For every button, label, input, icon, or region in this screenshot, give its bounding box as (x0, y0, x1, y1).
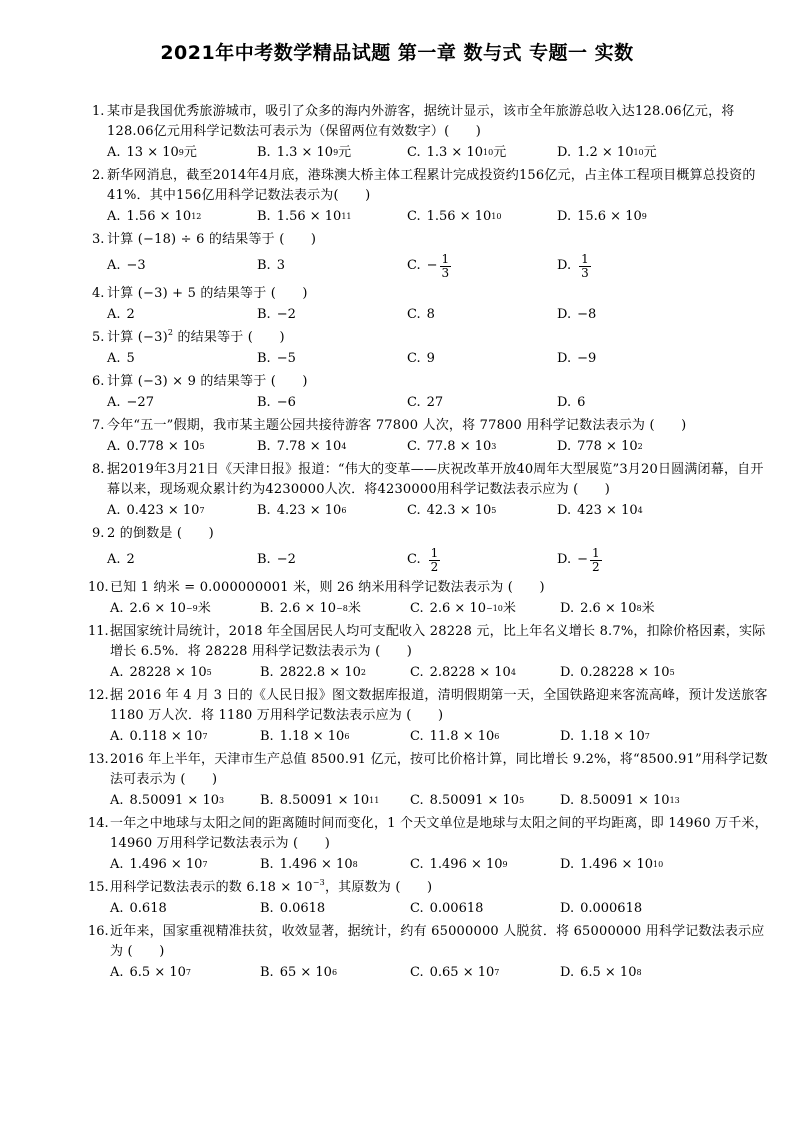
stem-exponent: −3 (312, 878, 325, 887)
stem-text: 已知 1 纳米 = 0.000000001 米，则 26 纳米用科学记数法表示为 ( ) (110, 580, 545, 595)
question-item (92, 230, 772, 281)
option-label: B. (257, 258, 271, 273)
option-label: D. (557, 351, 572, 366)
option-label: A. (110, 901, 124, 916)
answer-option (257, 550, 407, 570)
answer-option (257, 393, 407, 413)
answer-option: D. 2.6 × 10 8 米 (560, 599, 710, 619)
option-value: 0.0618 (279, 901, 326, 916)
option-label: C. (407, 395, 421, 410)
option-label: D. (557, 552, 572, 567)
option-unit: 元 (643, 145, 657, 160)
option-row (110, 663, 772, 683)
option-row (110, 855, 772, 875)
fraction-denominator: 3 (581, 265, 589, 280)
option-row (107, 251, 772, 281)
option-label: D. (560, 665, 575, 680)
option-unit: 米 (197, 601, 211, 616)
option-row (107, 393, 772, 413)
option-row (110, 727, 772, 747)
answer-option: A. 1.496 × 10 7 (110, 855, 260, 875)
option-value: 2.6 × 10 (279, 601, 337, 616)
question-number: 16. (88, 924, 109, 939)
answer-option: C. 42.3 × 10 5 (407, 501, 557, 521)
option-unit: 元 (338, 145, 352, 160)
question-stem (110, 922, 772, 962)
option-label: B. (257, 503, 271, 518)
option-label: A. (110, 665, 124, 680)
option-label: D. (560, 793, 575, 808)
answer-option: A. 0.118 × 10 7 (110, 727, 260, 747)
question-item (92, 284, 772, 325)
fraction-numerator: 1 (592, 545, 600, 560)
option-value: 13 × 10 (126, 145, 179, 160)
answer-option (107, 550, 257, 570)
option-value: 1.56 × 10 (126, 209, 192, 224)
option-label: C. (407, 145, 421, 160)
option-value: 1.496 × 10 (279, 857, 353, 872)
stem-text: 的结果等于 ( ) (173, 330, 285, 345)
option-label: C. (407, 258, 421, 273)
question-item (92, 416, 772, 457)
option-row (107, 437, 772, 457)
answer-option: D. 1.2 × 10 10 元 (557, 143, 707, 163)
option-value: 8.50091 × 10 (580, 793, 670, 808)
option-value: −3 (126, 258, 146, 273)
question-number: 12. (88, 688, 109, 703)
answer-option (557, 547, 707, 574)
option-value: 1.18 × 10 (279, 729, 345, 744)
question-number: 7. (92, 418, 105, 433)
stem-text: 计算 (−3) × 9 的结果等于 ( ) (107, 374, 308, 389)
answer-option: C. 1.3 × 10 10 元 (407, 143, 557, 163)
option-label: B. (257, 307, 271, 322)
option-value: 423 × 10 (577, 503, 638, 518)
option-label: A. (107, 258, 121, 273)
option-value: 2822.8 × 10 (279, 665, 361, 680)
answer-option (257, 305, 407, 325)
answer-option: D. 6.5 × 10 8 (560, 963, 710, 983)
option-label: A. (110, 857, 124, 872)
answer-option (407, 349, 557, 369)
option-value: 7.78 × 10 (276, 439, 342, 454)
option-row (110, 963, 772, 983)
option-value: 2.6 × 10 (580, 601, 637, 616)
stem-text: 今年“五一”假期，我市某主题公园共接待游客 77800 人次，将 77800 用科学记数法表示为 ( ) (107, 418, 687, 433)
question-number: 15. (88, 880, 109, 895)
option-label: A. (110, 729, 124, 744)
option-label: C. (407, 351, 421, 366)
answer-option (410, 899, 560, 919)
fraction-numerator: 1 (441, 251, 450, 266)
question-stem (110, 814, 772, 854)
answer-option (407, 253, 557, 280)
answer-option: C. 11.8 × 10 6 (410, 727, 560, 747)
option-value: −5 (276, 351, 296, 366)
option-label: C. (407, 503, 421, 518)
question-number: 5. (92, 330, 105, 345)
option-label: B. (260, 729, 274, 744)
option-label: B. (257, 395, 271, 410)
answer-option: A. 1.56 × 10 12 (107, 207, 257, 227)
option-label: B. (257, 552, 271, 567)
question-stem (107, 284, 772, 304)
option-label: B. (257, 439, 271, 454)
option-value: − (577, 552, 588, 567)
question-number: 2. (92, 168, 105, 183)
option-label: C. (410, 965, 424, 980)
question-stem (110, 686, 772, 726)
option-label: D. (560, 857, 575, 872)
answer-option: A. 0.423 × 10 7 (107, 501, 257, 521)
option-label: C. (407, 439, 421, 454)
option-value: 4.23 × 10 (276, 503, 342, 518)
option-unit: 元 (493, 145, 507, 160)
option-row (110, 899, 772, 919)
option-label: B. (257, 209, 271, 224)
question-stem (107, 230, 772, 250)
fraction (590, 547, 602, 574)
option-label: D. (560, 729, 575, 744)
question-stem (107, 102, 772, 142)
option-value: − (426, 258, 438, 273)
option-value: 1.3 × 10 (426, 145, 483, 160)
stem-exponent: 2 (167, 328, 174, 337)
fraction-denominator: 3 (441, 265, 450, 280)
option-value: 8.50091 × 10 (129, 793, 219, 808)
answer-option: A. 2.6 × 10 −9 米 (110, 599, 260, 619)
option-label: C. (410, 665, 424, 680)
option-label: C. (407, 552, 421, 567)
option-label: B. (257, 145, 271, 160)
option-value: 6.5 × 10 (580, 965, 637, 980)
answer-option: D. 0.28228 × 10 5 (560, 663, 710, 683)
answer-option: B. 2.6 × 10 −8 米 (260, 599, 410, 619)
option-label: A. (107, 209, 121, 224)
stem-text: 新华网消息，截至2014年4月底，港珠澳大桥主体工程累计完成投资约156亿元，占主体工程项目概算总投资的41%．其中156亿用科学记数法表示为( ) (107, 168, 756, 203)
stem-text: 2 的倒数是 ( ) (107, 526, 214, 541)
question-stem (110, 622, 772, 662)
answer-option (557, 305, 707, 325)
option-label: D. (557, 145, 572, 160)
option-value: 0.423 × 10 (126, 503, 200, 518)
option-label: B. (260, 665, 274, 680)
option-value: 8 (426, 307, 435, 322)
option-label: B. (260, 601, 274, 616)
stem-text: 某市是我国优秀旅游城市，吸引了众多的海内外游客，据统计显示，该市全年旅游总收入达128.06亿元，将128.06亿元用科学记数法可表示为（保留两位有效数字）( ) (107, 104, 735, 139)
question-stem (107, 460, 772, 500)
question-item (92, 328, 772, 369)
answer-option (557, 253, 707, 280)
answer-option (107, 393, 257, 413)
option-label: C. (410, 729, 424, 744)
question-number: 11. (88, 624, 109, 639)
answer-option: A. 6.5 × 10 7 (110, 963, 260, 983)
option-label: D. (557, 209, 572, 224)
question-item (92, 524, 772, 575)
option-value: 0.28228 × 10 (580, 665, 670, 680)
option-label: D. (560, 965, 575, 980)
answer-option (257, 256, 407, 276)
answer-option (260, 899, 410, 919)
option-unit: 米 (641, 601, 655, 616)
answer-option: B. 4.23 × 10 6 (257, 501, 407, 521)
option-value: 2.6 × 10 (429, 601, 486, 616)
option-value: −8 (577, 307, 597, 322)
stem-text: 2016 年上半年，天津市生产总值 8500.91 亿元，按可比价格计算，同比增长 9.2%，将“8500.91”用科学记数法可表示为 ( ) (110, 752, 768, 787)
question-number: 3. (92, 232, 105, 247)
option-label: D. (560, 601, 575, 616)
fraction-denominator: 2 (592, 559, 600, 574)
option-value: 778 × 10 (577, 439, 638, 454)
option-label: C. (410, 901, 424, 916)
question-item (88, 814, 772, 875)
stem-text: 据2019年3月21日《天津日报》报道：“伟大的变革——庆祝改革开放40周年大型展览”3月20日圆满闭幕，自开幕以来，现场观众累计约为4230000人次．将4230000用科学记数法表示应为 ( ) (107, 462, 764, 497)
option-value: 1.18 × 10 (580, 729, 645, 744)
option-unit: 米 (502, 601, 516, 616)
option-value: 0.118 × 10 (129, 729, 203, 744)
option-value: 2.6 × 10 (129, 601, 186, 616)
option-label: A. (110, 793, 124, 808)
question-number: 13. (88, 752, 109, 767)
answer-option (407, 547, 557, 574)
option-row (107, 545, 772, 575)
answer-option (557, 349, 707, 369)
option-value: 0.000618 (580, 901, 643, 916)
question-item (88, 750, 772, 811)
answer-option: B. 1.18 × 10 6 (260, 727, 410, 747)
option-row (107, 349, 772, 369)
option-value: 0.618 (129, 901, 167, 916)
option-value: 1.496 × 10 (580, 857, 654, 872)
answer-option: A. 28228 × 10 5 (110, 663, 260, 683)
answer-option: D. 1.496 × 10 10 (560, 855, 710, 875)
answer-option: A. 13 × 10 9 元 (107, 143, 257, 163)
answer-option (407, 393, 557, 413)
option-value: 1.496 × 10 (129, 857, 203, 872)
option-label: C. (407, 307, 421, 322)
question-stem (110, 578, 772, 598)
answer-option: B. 2822.8 × 10 2 (260, 663, 410, 683)
answer-option: B. 8.50091 × 10 11 (260, 791, 410, 811)
option-value: 3 (276, 258, 285, 273)
option-label: D. (557, 439, 572, 454)
stem-text: 用科学记数法表示的数 6.18 × 10 (110, 880, 313, 895)
fraction (579, 253, 591, 280)
question-number: 10. (88, 580, 109, 595)
question-item (88, 686, 772, 747)
answer-option: D. 8.50091 × 10 13 (560, 791, 710, 811)
option-label: C. (410, 601, 424, 616)
option-row (110, 791, 772, 811)
option-value: 6.5 × 10 (129, 965, 186, 980)
option-row (107, 501, 772, 521)
answer-option (257, 349, 407, 369)
answer-option: C. 0.65 × 10 7 (410, 963, 560, 983)
answer-option: C. 1.56 × 10 10 (407, 207, 557, 227)
answer-option: A. 0.778 × 10 5 (107, 437, 257, 457)
option-label: B. (260, 901, 274, 916)
page-title: 2021年中考数学精品试题 第一章 数与式 专题一 实数 (160, 42, 634, 64)
question-number: 1. (92, 104, 105, 119)
option-row (110, 599, 772, 619)
option-label: B. (260, 857, 274, 872)
fraction (440, 253, 452, 280)
question-item (88, 578, 772, 619)
option-label: C. (410, 793, 424, 808)
fraction-denominator: 2 (430, 559, 439, 574)
option-value: −27 (126, 395, 154, 410)
stem-text: 计算 (−18) ÷ 6 的结果等于 ( ) (107, 232, 317, 247)
question-item (88, 622, 772, 683)
option-value: 28228 × 10 (129, 665, 207, 680)
question-number: 14. (88, 816, 109, 831)
question-stem (107, 328, 772, 348)
option-value: 42.3 × 10 (426, 503, 492, 518)
option-label: B. (257, 351, 271, 366)
stem-text: 据 2016 年 4 月 3 日的《人民日报》图文数据库报道，清明假期第一天，全国铁路迎来客流高峰，预计发送旅客 1180 万人次．将 1180 万用科学记数法表示应为 ( ) (110, 688, 768, 723)
option-unit: 元 (183, 145, 197, 160)
option-value: 8.50091 × 10 (429, 793, 520, 808)
question-item (88, 878, 772, 919)
option-value: 8.50091 × 10 (279, 793, 370, 808)
fraction (429, 547, 441, 574)
option-value: 65 × 10 (279, 965, 332, 980)
option-value: 0.778 × 10 (126, 439, 200, 454)
option-value: 27 (426, 395, 444, 410)
question-stem (107, 166, 772, 206)
answer-option (407, 305, 557, 325)
option-label: B. (260, 793, 274, 808)
answer-option: D. 778 × 10 2 (557, 437, 707, 457)
option-label: A. (107, 351, 121, 366)
fraction-numerator: 1 (430, 545, 439, 560)
answer-option: D. 423 × 10 4 (557, 501, 707, 521)
option-label: A. (110, 601, 124, 616)
answer-option (107, 256, 257, 276)
question-stem (107, 372, 772, 392)
option-label: D. (557, 307, 572, 322)
option-value: 1.56 × 10 (276, 209, 342, 224)
question-stem (107, 524, 772, 544)
answer-option: C. 1.496 × 10 9 (410, 855, 560, 875)
option-label: A. (107, 552, 121, 567)
answer-option (110, 899, 260, 919)
answer-option: C. 2.8228 × 10 4 (410, 663, 560, 683)
question-item (92, 102, 772, 163)
answer-option: C. 77.8 × 10 3 (407, 437, 557, 457)
option-label: D. (557, 258, 572, 273)
option-value: 9 (426, 351, 435, 366)
question-item (88, 922, 772, 983)
option-value: 1.56 × 10 (426, 209, 492, 224)
answer-option: B. 7.78 × 10 4 (257, 437, 407, 457)
answer-option: D. 15.6 × 10 9 (557, 207, 707, 227)
option-label: A. (107, 307, 121, 322)
stem-text: 计算 (−3) + 5 的结果等于 ( ) (107, 286, 308, 301)
question-number: 8. (92, 462, 105, 477)
answer-option: C. 8.50091 × 10 5 (410, 791, 560, 811)
stem-text: 近年来，国家重视精准扶贫，收效显著，据统计，约有 65000000 人脱贫．将 65000000 用科学记数法表示应为 ( ) (110, 924, 765, 959)
answer-option: C. 2.6 × 10 −10 米 (410, 599, 560, 619)
question-stem (110, 878, 772, 898)
question-stem (110, 750, 772, 790)
option-label: A. (107, 395, 121, 410)
option-label: B. (260, 965, 274, 980)
stem-text: 据国家统计局统计，2018 年全国居民人均可支配收入 28228 元，比上年名义增长 8.7%，扣除价格因素，实际增长 6.5%．将 28228 用科学记数法表示为 ( ) (110, 624, 766, 659)
option-value: 1.3 × 10 (276, 145, 334, 160)
answer-option: A. 8.50091 × 10 3 (110, 791, 260, 811)
question-item (92, 372, 772, 413)
option-value: 2 (126, 307, 135, 322)
question-number: 9. (92, 526, 105, 541)
option-value: 2 (126, 552, 135, 567)
answer-option: B. 65 × 10 6 (260, 963, 410, 983)
option-value: −9 (577, 351, 597, 366)
option-label: C. (410, 857, 424, 872)
option-value: 6 (577, 395, 586, 410)
answer-option (557, 393, 707, 413)
stem-text: 计算 (−3) (107, 330, 168, 345)
option-label: C. (407, 209, 421, 224)
answer-option: D. 1.18 × 10 7 (560, 727, 710, 747)
option-value: 2.8228 × 10 (429, 665, 511, 680)
option-label: A. (107, 145, 121, 160)
option-label: A. (110, 965, 124, 980)
option-value: −6 (276, 395, 296, 410)
option-row (107, 207, 772, 227)
answer-option (107, 305, 257, 325)
option-value: −2 (276, 307, 296, 322)
option-unit: 米 (347, 601, 361, 616)
option-value: 11.8 × 10 (429, 729, 495, 744)
answer-option: B. 1.496 × 10 8 (260, 855, 410, 875)
option-label: D. (557, 503, 572, 518)
question-number: 6. (92, 374, 105, 389)
option-label: D. (560, 901, 575, 916)
question-number: 4. (92, 286, 105, 301)
option-value: 77.8 × 10 (426, 439, 492, 454)
option-value: −2 (276, 552, 296, 567)
answer-option: B. 1.3 × 10 9 元 (257, 143, 407, 163)
answer-option (107, 349, 257, 369)
option-value: 1.496 × 10 (429, 857, 503, 872)
option-value: 0.00618 (429, 901, 484, 916)
option-value: 0.65 × 10 (429, 965, 495, 980)
option-label: D. (557, 395, 572, 410)
option-row (107, 305, 772, 325)
stem-text: 一年之中地球与太阳之间的距离随时间而变化，1 个天文单位是地球与太阳之间的平均距离，即 14960 万千米，14960 万用科学记数法表示为 ( ) (110, 816, 768, 851)
stem-text: ，其原数为 ( ) (324, 880, 433, 895)
option-value: 5 (126, 351, 135, 366)
question-list (88, 102, 772, 986)
fraction-numerator: 1 (581, 251, 589, 266)
option-value: 1.2 × 10 (577, 145, 634, 160)
option-row (107, 143, 772, 163)
option-label: A. (107, 439, 121, 454)
question-item (92, 460, 772, 521)
answer-option: B. 1.56 × 10 11 (257, 207, 407, 227)
option-label: A. (107, 503, 121, 518)
question-item (92, 166, 772, 227)
answer-option (560, 899, 710, 919)
question-stem (107, 416, 772, 436)
option-value: 15.6 × 10 (577, 209, 642, 224)
